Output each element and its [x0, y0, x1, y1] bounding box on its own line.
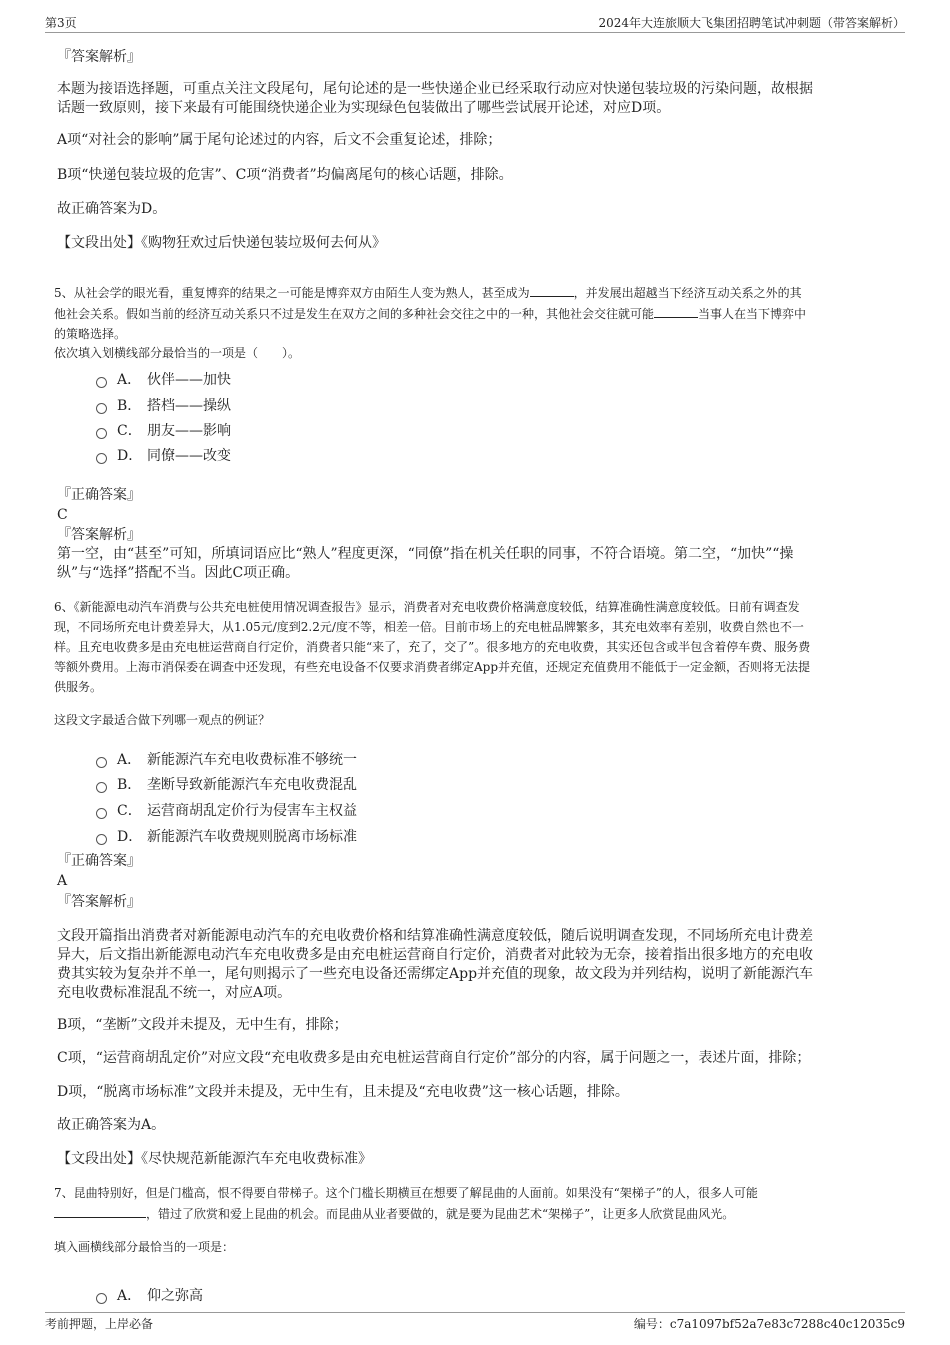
- analysis-label: 『答案解析』: [57, 527, 141, 543]
- option-b[interactable]: B． 垄断导致新能源汽车充电收费混乱: [96, 774, 357, 794]
- radio-icon[interactable]: [96, 757, 107, 768]
- radio-icon[interactable]: [96, 377, 107, 388]
- question-stem: 样。且充电收费多是由充电桩运营商自行定价，消费者只能“来了，充了，交了”。很多地方的充电收费，其实还包含或半包含着停车费、服务费: [54, 640, 811, 654]
- analysis-line: 本题为接语选择题，可重点关注文段尾句，尾句论述的是一些快递企业已经采取行动应对快递包装垃圾的污染问题，故根据: [57, 81, 813, 97]
- question-stem: 他社会关系。假如当前的经济互动关系只不过是发生在双方之间的多种社会交往之中的一种，其他社会交往就可能 当事人在当下博弈中: [54, 307, 807, 321]
- question-stem: 供服务。: [54, 680, 103, 694]
- question-stem: 等额外费用。上海市消保委在调查中还发现，有些充电设备不仅要求消费者绑定App并充值，还规定充值费用不能低于一定金额，否则将无法提: [54, 660, 811, 674]
- blank-line: [654, 305, 698, 318]
- analysis-line: B项“快递包装垃圾的危害”、C项“消费者”均偏离尾句的核心话题，排除。: [57, 167, 513, 183]
- option-d[interactable]: D． 新能源汽车收费规则脱离市场标准: [96, 826, 357, 846]
- radio-icon[interactable]: [96, 403, 107, 414]
- answer-label: 『正确答案』: [57, 853, 141, 869]
- analysis-line: 纵”与“选择”搭配不当。因此C项正确。: [57, 565, 300, 581]
- radio-icon[interactable]: [96, 428, 107, 439]
- analysis-line: B项，“垄断”文段并未提及，无中生有，排除；: [57, 1017, 348, 1033]
- analysis-conclusion: 故正确答案为A。: [57, 1117, 166, 1133]
- radio-icon[interactable]: [96, 1293, 107, 1304]
- option-d[interactable]: D． 同僚——改变: [96, 445, 231, 465]
- document-title: 2024年大连旅顺大飞集团招聘笔试冲刺题（带答案解析）: [598, 16, 905, 30]
- option-a[interactable]: A． 仰之弥高: [96, 1285, 203, 1305]
- blank-line: [530, 284, 574, 297]
- option-a[interactable]: A． 新能源汽车充电收费标准不够统一: [96, 749, 357, 769]
- analysis-label: 『答案解析』: [57, 49, 141, 65]
- question-stem: 6、《新能源电动汽车消费与公共充电桩使用情况调查报告》显示，消费者对充电收费价格满意度较低，结算准确性满意度较低。日前有调查发: [54, 600, 800, 614]
- blank-line: [54, 1205, 146, 1218]
- question-stem: 现，不同场所充电计费差异大，从1.05元/度到2.2元/度不等，相差一倍。目前市场上的充电桩品牌繁多，其充电效率有差别，收费自然也不一: [54, 620, 804, 634]
- question-stem: 的策略选择。: [54, 327, 127, 341]
- analysis-line: 文段开篇指出消费者对新能源电动汽车的充电收费价格和结算准确性满意度较低，随后说明调查发现，不同场所充电计费差: [57, 928, 813, 944]
- question-prompt: 依次填入划横线部分最恰当的一项是（ ）。: [54, 346, 301, 360]
- question-prompt: 填入画横线部分最恰当的一项是：: [54, 1240, 235, 1254]
- option-a[interactable]: A． 伙伴——加快: [96, 369, 231, 389]
- answer-label: 『正确答案』: [57, 487, 141, 503]
- radio-icon[interactable]: [96, 808, 107, 819]
- page-number: 第3页: [45, 16, 77, 30]
- option-c[interactable]: C． 朋友——影响: [96, 420, 231, 440]
- radio-icon[interactable]: [96, 834, 107, 845]
- footer-slogan: 考前押题，上岸必备: [45, 1317, 154, 1331]
- analysis-line: C项，“运营商胡乱定价”对应文段“充电收费多是由充电桩运营商自行定价”部分的内容，属于问题之一，表述片面，排除；: [57, 1050, 811, 1066]
- analysis-line: D项，“脱离市场标准”文段并未提及，无中生有，且未提及“充电收费”这一核心话题，排除。: [57, 1084, 629, 1100]
- radio-icon[interactable]: [96, 453, 107, 464]
- source-citation: 【文段出处】《尽快规范新能源汽车充电收费标准》: [57, 1151, 372, 1167]
- question-stem: 7、昆曲特别好，但是门槛高，恨不得要自带梯子。这个门槛长期横亘在想要了解昆曲的人面前。如果没有“架梯子”的人，很多人可能: [54, 1186, 758, 1200]
- question-stem: ，错过了欣赏和爱上昆曲的机会。而昆曲从业者要做的，就是要为昆曲艺术“架梯子”，让更多人欣赏昆曲风光。: [54, 1204, 734, 1224]
- correct-answer: C: [57, 507, 68, 523]
- source-citation: 【文段出处】《购物狂欢过后快递包装垃圾何去何从》: [57, 235, 386, 251]
- analysis-line: 充电收费标准混乱不统一，对应A项。: [57, 985, 292, 1001]
- question-stem: 5、从社会学的眼光看，重复博弈的结果之一可能是博弈双方由陌生人变为熟人，甚至成为 ，并发展出超越当下经济互动关系之外的其: [54, 286, 802, 300]
- correct-answer: A: [57, 873, 68, 889]
- radio-icon[interactable]: [96, 782, 107, 793]
- analysis-conclusion: 故正确答案为D。: [57, 201, 167, 217]
- analysis-line: 异大，后文指出新能源电动汽车充电收费多是由充电桩运营商自行定价，消费者对此较为无奈，接着指出很多地方的充电收: [57, 947, 813, 963]
- analysis-line: 话题一致原则，接下来最有可能围绕快递企业为实现绿色包装做出了哪些尝试展开论述，对应D项。: [57, 100, 671, 116]
- analysis-line: 第一空，由“甚至”可知，所填词语应比“熟人”程度更深，“同僚”指在机关任职的同事，不符合语境。第二空，“加快”“操: [57, 546, 794, 562]
- page-header: [45, 12, 905, 33]
- page-footer: [45, 1312, 905, 1331]
- option-b[interactable]: B． 搭档——操纵: [96, 395, 231, 415]
- analysis-line: 费其实较为复杂并不单一，尾句则揭示了一些充电设备还需绑定App并充值的现象，故文段为并列结构，说明了新能源汽车: [57, 966, 814, 982]
- option-c[interactable]: C． 运营商胡乱定价行为侵害车主权益: [96, 800, 357, 820]
- analysis-label: 『答案解析』: [57, 894, 141, 910]
- question-prompt: 这段文字最适合做下列哪一观点的例证？: [54, 713, 271, 727]
- document-id: 编号：c7a1097bf52a7e83c7288c40c12035c9: [633, 1317, 905, 1331]
- analysis-line: A项“对社会的影响”属于尾句论述过的内容，后文不会重复论述，排除；: [57, 132, 502, 148]
